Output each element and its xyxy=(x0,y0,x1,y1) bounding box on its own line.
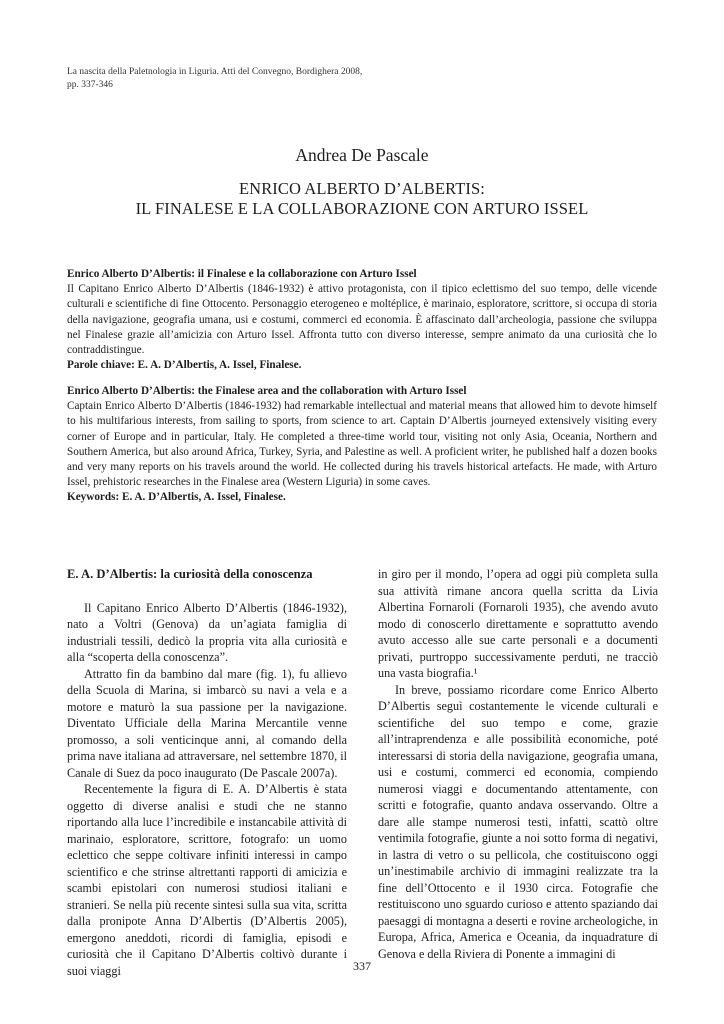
abstract-english-keywords: Keywords: E. A. D’Albertis, A. Issel, Finalese. xyxy=(67,491,286,504)
abstract-italian-title: Enrico Alberto D’Albertis: il Finalese e la collaborazione con Arturo Issel xyxy=(67,268,417,280)
abstract-english-text: Captain Enrico Alberto D’Albertis (1846-1932) had remarkable intellectual and material means that allowed him to devote himself to his multifarious interests, from sailing to sports, from science to art. Captain D’Albertis journeyed extensively visiting every corner of Europe and in particular, Italy. He completed a three-time world tour, visiting not only Asia, Oceania, Northern and Southern America, but also around Africa, Turkey, Syria, and Palestine as well. A proficient writer, he published half a dozen books and very many reports on his travels around the world. He collected during his travels historical artefacts. He made, with Arturo Issel, prehistoric researches in the Finalese area (Western Liguria) in some caves. xyxy=(67,400,657,489)
title-line-1: ENRICO ALBERTO D’ALBERTIS: xyxy=(239,179,485,198)
title-line-2: IL FINALESE E LA COLLABORAZIONE CON ARTURO ISSEL xyxy=(135,199,589,218)
body-paragraph: in giro per il mondo, l’opera ad oggi più completa sulla sua attività rimane ancora quella scritta da Livia Albertina Fornaroli (Fornaroli 1935), che avendo avuto modo di conoscerlo direttamente e soprattutto avendo avuto accesso alle sue carte personali e a documenti privati, purtroppo successivamente perduti, ne tracciò una vasta biografia.¹ xyxy=(378,567,658,680)
abstract-italian-keywords: Parole chiave: E. A. D’Albertis, A. Issel, Finalese. xyxy=(67,359,302,372)
paper-title xyxy=(0,179,724,219)
section-title: E. A. D’Albertis: la curiosità della conoscenza xyxy=(67,567,313,581)
page-number: 337 xyxy=(353,959,371,973)
right-column xyxy=(378,566,658,962)
body-paragraph: In breve, possiamo ricordare come Enrico Alberto D’Albertis seguì costantemente le vicende culturali e scientifiche del suo tempo e come, grazie all’intraprendenza e alle possibilità economiche, poté interessarsi di storia della navigazione, geografia umana, usi e costumi, commerci ed economia, compiendo numerosi viaggi e documentando attentamente, con scritti e fotografie, quanto andava osservando. Oltre a dare alle stampe numerosi testi, infatti, scattò oltre ventimila fotografie, giunte a noi sotto forma di negativi, in lastra di vetro o su pellicola, che costituiscono oggi un’inestimabile archivio di immagini realizzate tra la fine dell’Ottocento e il 1930 circa. Fotografie che restituiscono uno sguardo curioso e attento spaziando dai paesaggi di montagna a deserti e rovine archeologiche, in Europa, Africa, America e Oceania, da inquadrature di Genova e della Riviera di Ponente a immagini di xyxy=(378,682,658,961)
abstract-italian-text: Il Capitano Enrico Alberto D’Albertis (1846-1932) è attivo protagonista, con il tipico eclettismo del suo tempo, delle vicende culturali e scientifiche di fine Ottocento. Personaggio eterogeneo e moltéplice, è marinaio, esploratore, scrittore, si occupa di storia della navigazione, geografia umana, usi e costumi, commerci ed economia. È affascinato dall’archeologia, passione che sviluppa nel Finalese grazie all’amicizia con Arturo Issel. Affronta tutto con diverso interesse, sempre animato da una curiosità che lo contraddistingue. xyxy=(67,283,657,357)
author-name: Andrea De Pascale xyxy=(295,145,429,165)
abstract-english-title: Enrico Alberto D’Albertis: the Finalese area and the collaboration with Arturo Issel xyxy=(67,385,467,397)
body-paragraph: Recentemente la figura di E. A. D’Albertis è stata oggetto di diverse analisi e studi che ne stanno riportando alla luce l’incredibile e instancabile attività di marinaio, esploratore, scrittore, fotografo: un uomo eclettico che seppe coltivare infiniti interessi in campo scientifico e che strinse altrettanti rapporti di amicizia e scambi epistolari con numerosi studiosi italiani e stranieri. Se nella più recente sintesi sulla sua vita, scritta dalla pronipote Anna D’Albertis (D’Albertis 2005), emergono aneddoti, ricordi di famiglia, episodi e curiosità che il Capitano D’Albertis coltivò durante i suoi viaggi xyxy=(67,782,347,978)
left-column xyxy=(67,566,347,979)
abstract-italian xyxy=(67,267,657,373)
body-paragraph: Attratto fin da bambino dal mare (fig. 1), fu allievo della Scuola di Marina, si imbarcò su navi a vela e a motore e maturò la sua passione per la navigazione. Diventato Ufficiale della Marina Mercantile venne promosso, a soli venticinque anni, al comando della prima nave italiana ad attraversare, nel settembre 1870, il Canale di Suez da poco inaugurato (De Pascale 2007a). xyxy=(67,666,347,780)
citation: La nascita della Paletnologia in Liguria. Atti del Convegno, Bordighera 2008, pp. 337-346 xyxy=(67,67,363,90)
abstract-english xyxy=(67,384,657,506)
body-paragraph: Il Capitano Enrico Alberto D’Albertis (1846-1932), nato a Voltri (Genova) da un’agiata famiglia di industriali tessili, dedicò la propria vita alla curiosità e alla “scoperta della conoscenza”. xyxy=(67,600,347,664)
